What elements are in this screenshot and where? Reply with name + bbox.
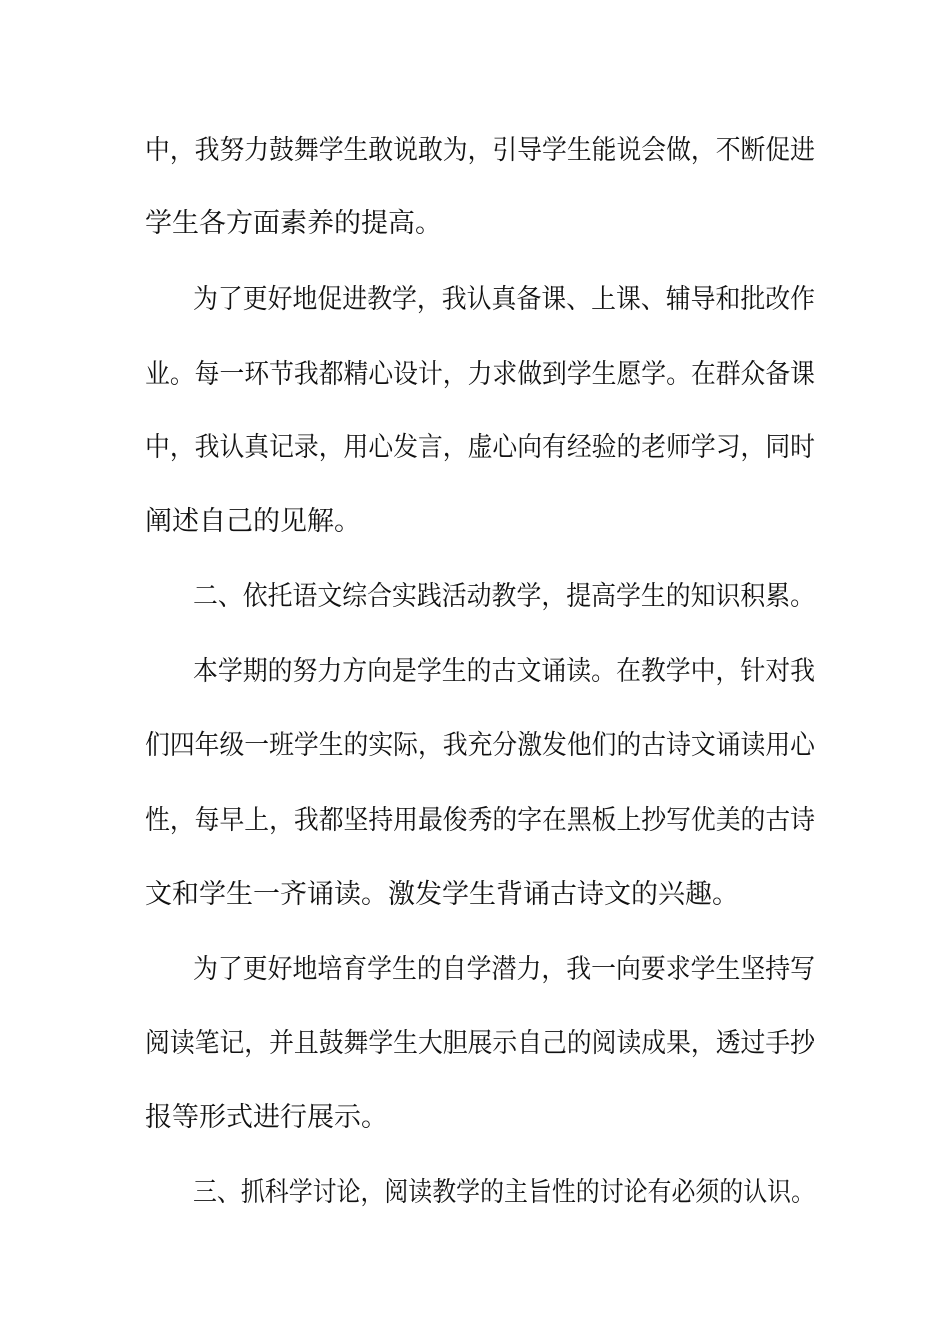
body-text-line: 学生各方面素养的提高。	[145, 208, 442, 239]
paragraph-first-line: 为了更好地促进教学，我认真备课、上课、辅导和批改作	[193, 284, 815, 315]
body-text-line: 性，每早上，我都坚持用最俊秀的字在黑板上抄写优美的古诗	[145, 805, 815, 836]
body-text-line: 文和学生一齐诵读。激发学生背诵古诗文的兴趣。	[145, 879, 739, 910]
body-text-line: 业。每一环节我都精心设计，力求做到学生愿学。在群众备课	[145, 359, 815, 390]
body-text-line: 阐述自己的见解。	[145, 506, 361, 537]
paragraph-first-line: 为了更好地培育学生的自学潜力，我一向要求学生坚持写	[193, 954, 815, 985]
body-text-line: 报等形式进行展示。	[145, 1102, 388, 1133]
body-text-line: 中，我努力鼓舞学生敢说敢为，引导学生能说会做，不断促进	[145, 135, 815, 166]
paragraph-first-line: 本学期的努力方向是学生的古文诵读。在教学中，针对我	[193, 656, 815, 687]
body-text-line: 中，我认真记录，用心发言，虚心向有经验的老师学习，同时	[145, 432, 815, 463]
body-text-line: 阅读笔记，并且鼓舞学生大胆展示自己的阅读成果，透过手抄	[145, 1028, 815, 1059]
body-text-line: 们四年级一班学生的实际，我充分激发他们的古诗文诵读用心	[145, 730, 815, 761]
section-heading: 三、抓科学讨论，阅读教学的主旨性的讨论有必须的认识。	[193, 1177, 815, 1208]
section-heading: 二、依托语文综合实践活动教学，提高学生的知识积累。	[193, 581, 815, 612]
